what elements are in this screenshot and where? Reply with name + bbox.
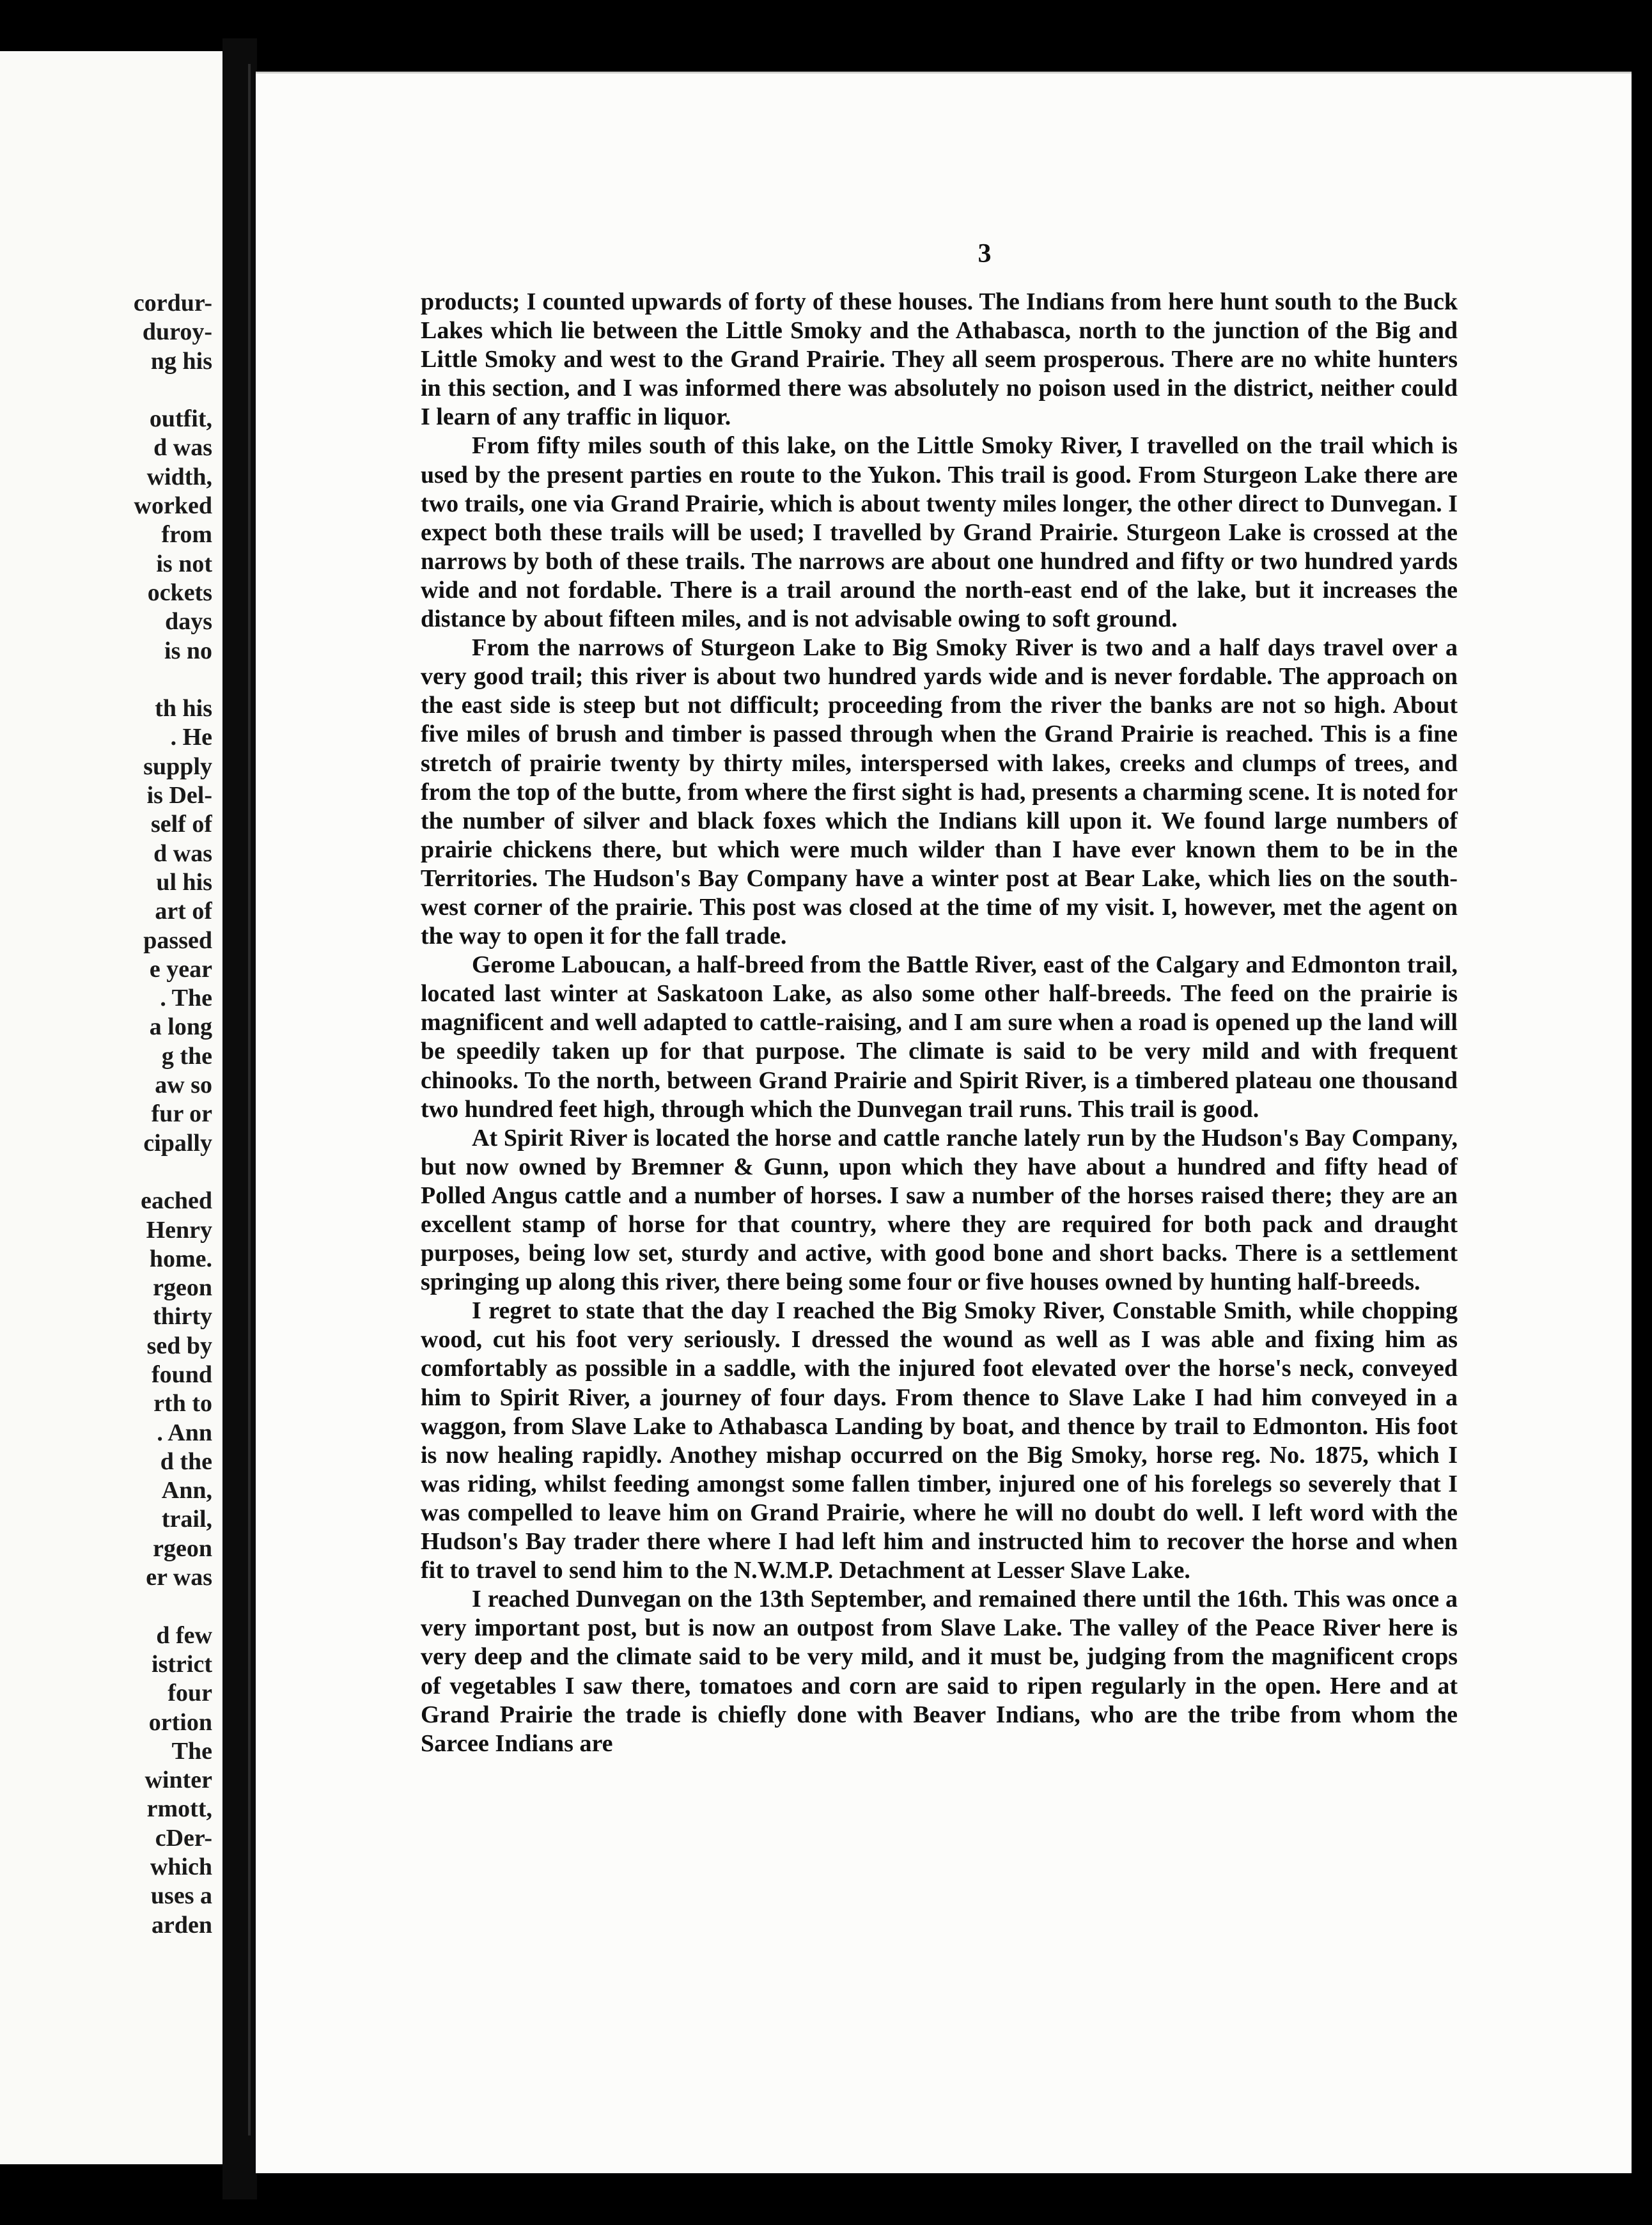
left-page-line: . Ann — [157, 1419, 212, 1446]
left-page-line — [5, 1592, 212, 1621]
left-page-line: rth to — [153, 1390, 212, 1417]
left-page-line: e year — [149, 955, 212, 983]
paragraph: Gerome Laboucan, a half-breed from the Battle River, east of the Calgary and Edmonton trail, located last winter at Saskatoon Lake, as also some other half-breeds. The feed on the prairie is magnificent and well adapted to cattle-raising, and I am sure when a road is opened up the land will be speedily taken up for that purpose. The climate is said to be very mild and with frequent chinooks. To the north, between Grand Prairie and Spirit River, is a timbered plateau one thousand two hundred feet high, through which the Dunvegan trail runs. This trail is good. — [421, 951, 1458, 1123]
paragraph: From fifty miles south of this lake, on the Little Smoky River, I travelled on the trail which is used by the present parties en route to the Yukon. This trail is good. From Sturgeon Lake there are two trails, one via Grand Prairie, which is about twenty miles longer, the other direct to Dunvegan. I expect both these trails will be used; I travelled by Grand Prairie. Sturgeon Lake is crossed at the narrows by both of these trails. The narrows are about one hundred and fifty or two hundred yards wide and not fordable. There is a trail around the north-east end of the lake, but it increases the distance by about fifteen miles, and is not advisable owing to soft ground. — [421, 432, 1458, 633]
left-page-line: found — [151, 1361, 212, 1388]
left-page-line: supply — [143, 753, 212, 780]
left-page-line: width, — [146, 463, 212, 490]
left-page-line: trail, — [161, 1506, 212, 1533]
left-page-line: g the — [161, 1042, 212, 1070]
paragraph: At Spirit River is located the horse and cattle ranche lately run by the Hudson's Bay Company, but now owned by Bremner & Gunn, upon which they have about a hundred and fifty head of Polled Angus cattle and a number of horses. I saw a number of the horses raised there; they are an excellent stamp of horse for that country, where they are required for both pack and draught purposes, being low set, sturdy and active, with good bone and short backs. There is a settlement springing up along this river, there being some four or five houses owned by hunting half-breeds. — [421, 1124, 1458, 1296]
left-page-line: cordur- — [133, 290, 212, 316]
left-page-line: The — [171, 1737, 212, 1765]
left-page-line: from — [161, 521, 212, 549]
right-edge — [1632, 0, 1652, 2225]
book-gutter — [222, 38, 257, 2199]
left-page-line: ul his — [156, 868, 212, 896]
left-page-line: days — [165, 608, 212, 636]
page-number: 3 — [978, 239, 992, 269]
left-page — [0, 51, 222, 2164]
left-page-line: Ann, — [161, 1477, 212, 1504]
left-page-line: istrict — [152, 1650, 212, 1678]
paragraph: From the narrows of Sturgeon Lake to Big Smoky River is two and a half days travel over a very good trail; this river is about two hundred yards wide and is never fordable. The approach on the east side is steep but not difficult; proceeding from the river the banks are not so high. About five miles of brush and timber is passed through when the Grand Prairie is reached. This is a fine stretch of prairie twenty by thirty miles, interspersed with lakes, creeks and clumps of trees, and from the top of the butte, from where the first sight is had, presents a charming scene. It is noted for the number of silver and black foxes which the Indians kill upon it. We found large numbers of prairie chickens there, but which were much wilder than I have ever known them to be in the Territories. The Hudson's Bay Company have a winter post at Bear Lake, which lies on the south-west corner of the prairie. This post was closed at the time of my visit. I, however, met the agent on the way to open it for the fall trade. — [421, 634, 1458, 950]
left-page-line: is not — [156, 550, 212, 577]
left-page-line: aw so — [155, 1072, 212, 1099]
left-page-line — [5, 376, 212, 405]
left-page-line: ng his — [150, 347, 212, 375]
left-page-line — [5, 666, 212, 694]
paragraph: I reached Dunvegan on the 13th September, and remained there until the 16th. This was once a very important post, but is now an outpost from Slave Lake. The valley of the Peace River here is very deep and the climate said to be very mild, and it must be, judging from the magnificent crops of vegetables I saw there, tomatoes and corn are said to ripen regularly in the open. Here and at Grand Prairie the trade is chiefly done with Beaver Indians, who are the tribe from whom the Sarcee Indians are — [421, 1586, 1458, 1757]
left-page-line: thirty — [153, 1303, 212, 1331]
left-page-line: ockets — [147, 579, 212, 606]
left-page-line: duroy- — [142, 318, 212, 346]
left-page-line: winter — [144, 1767, 212, 1794]
paragraph: products; I counted upwards of forty of these houses. The Indians from here hunt south to the Buck Lakes which lie between the Little Smoky and the Athabasca, north to the junction of the Big and Little Smoky and west to the Grand Prairie. They all seem prosperous. There are no white hunters in this section, and I was informed there was absolutely no poison used in the district, neither could I learn of any traffic in liquor. — [421, 288, 1458, 431]
left-page-line: a long — [149, 1013, 212, 1041]
left-page-line: arden — [152, 1911, 212, 1939]
left-page-line: rgeon — [153, 1274, 212, 1302]
left-page-line: worked — [134, 492, 212, 520]
left-page-line: d was — [153, 839, 212, 867]
left-page-line: art of — [155, 898, 212, 925]
left-page-line: d few — [156, 1621, 212, 1649]
left-page-line: d was — [153, 434, 212, 462]
left-page-line: four — [168, 1680, 212, 1707]
left-page-line: is no — [164, 637, 212, 664]
left-page-line: cipally — [143, 1129, 212, 1157]
left-page-line: Henry — [146, 1216, 212, 1244]
left-page-line: fur or — [151, 1100, 212, 1128]
left-page-line: . The — [160, 985, 212, 1012]
left-page-line: d the — [160, 1448, 212, 1475]
right-page — [256, 72, 1632, 2173]
left-page-line: eached — [141, 1187, 212, 1215]
paragraph: I regret to state that the day I reached the Big Smoky River, Constable Smith, while chopping wood, cut his foot very seriously. I dressed the wound as well as I was able and fixing him as comfortably as possible in a saddle, with the injured foot elevated over the horse's neck, conveyed him to Spirit River, a journey of four days. From thence to Slave Lake I had him conveyed in a waggon, from Slave Lake to Athabasca Landing by boat, and thence by trail to Edmonton. His foot is now healing rapidly. Anothey mishap occurred on the Big Smoky, horse reg. No. 1875, which I was riding, whilst feeding amongst some fallen timber, injured one of his forelegs so severely that I was compelled to leave him on Grand Prairie, where he will no doubt do well. I left word with the Hudson's Bay trader there where I had left him and instructed him to recover the horse and when fit to travel to send him to the N.W.M.P. Detachment at Lesser Slave Lake. — [421, 1297, 1458, 1584]
body-text — [421, 288, 1458, 1758]
left-page-line: self of — [150, 811, 212, 838]
left-page-line: uses a — [150, 1882, 212, 1910]
left-page-line: is Del- — [146, 782, 212, 809]
left-page-text — [5, 289, 212, 1940]
left-page-line: rgeon — [153, 1534, 212, 1562]
left-page-line — [5, 1158, 212, 1187]
left-page-line: outfit, — [149, 405, 212, 433]
left-page-line: which — [150, 1854, 212, 1881]
left-page-line: th his — [155, 695, 212, 722]
left-page-line: sed by — [146, 1332, 212, 1359]
left-page-line: er was — [146, 1564, 212, 1591]
left-page-line: home. — [149, 1245, 212, 1272]
left-page-line: ortion — [148, 1708, 212, 1736]
left-page-line: . He — [170, 724, 212, 751]
left-page-line: passed — [143, 926, 212, 954]
left-page-line: rmott, — [146, 1795, 212, 1823]
left-page-line: cDer- — [155, 1824, 212, 1852]
gutter-edge — [248, 64, 251, 2135]
